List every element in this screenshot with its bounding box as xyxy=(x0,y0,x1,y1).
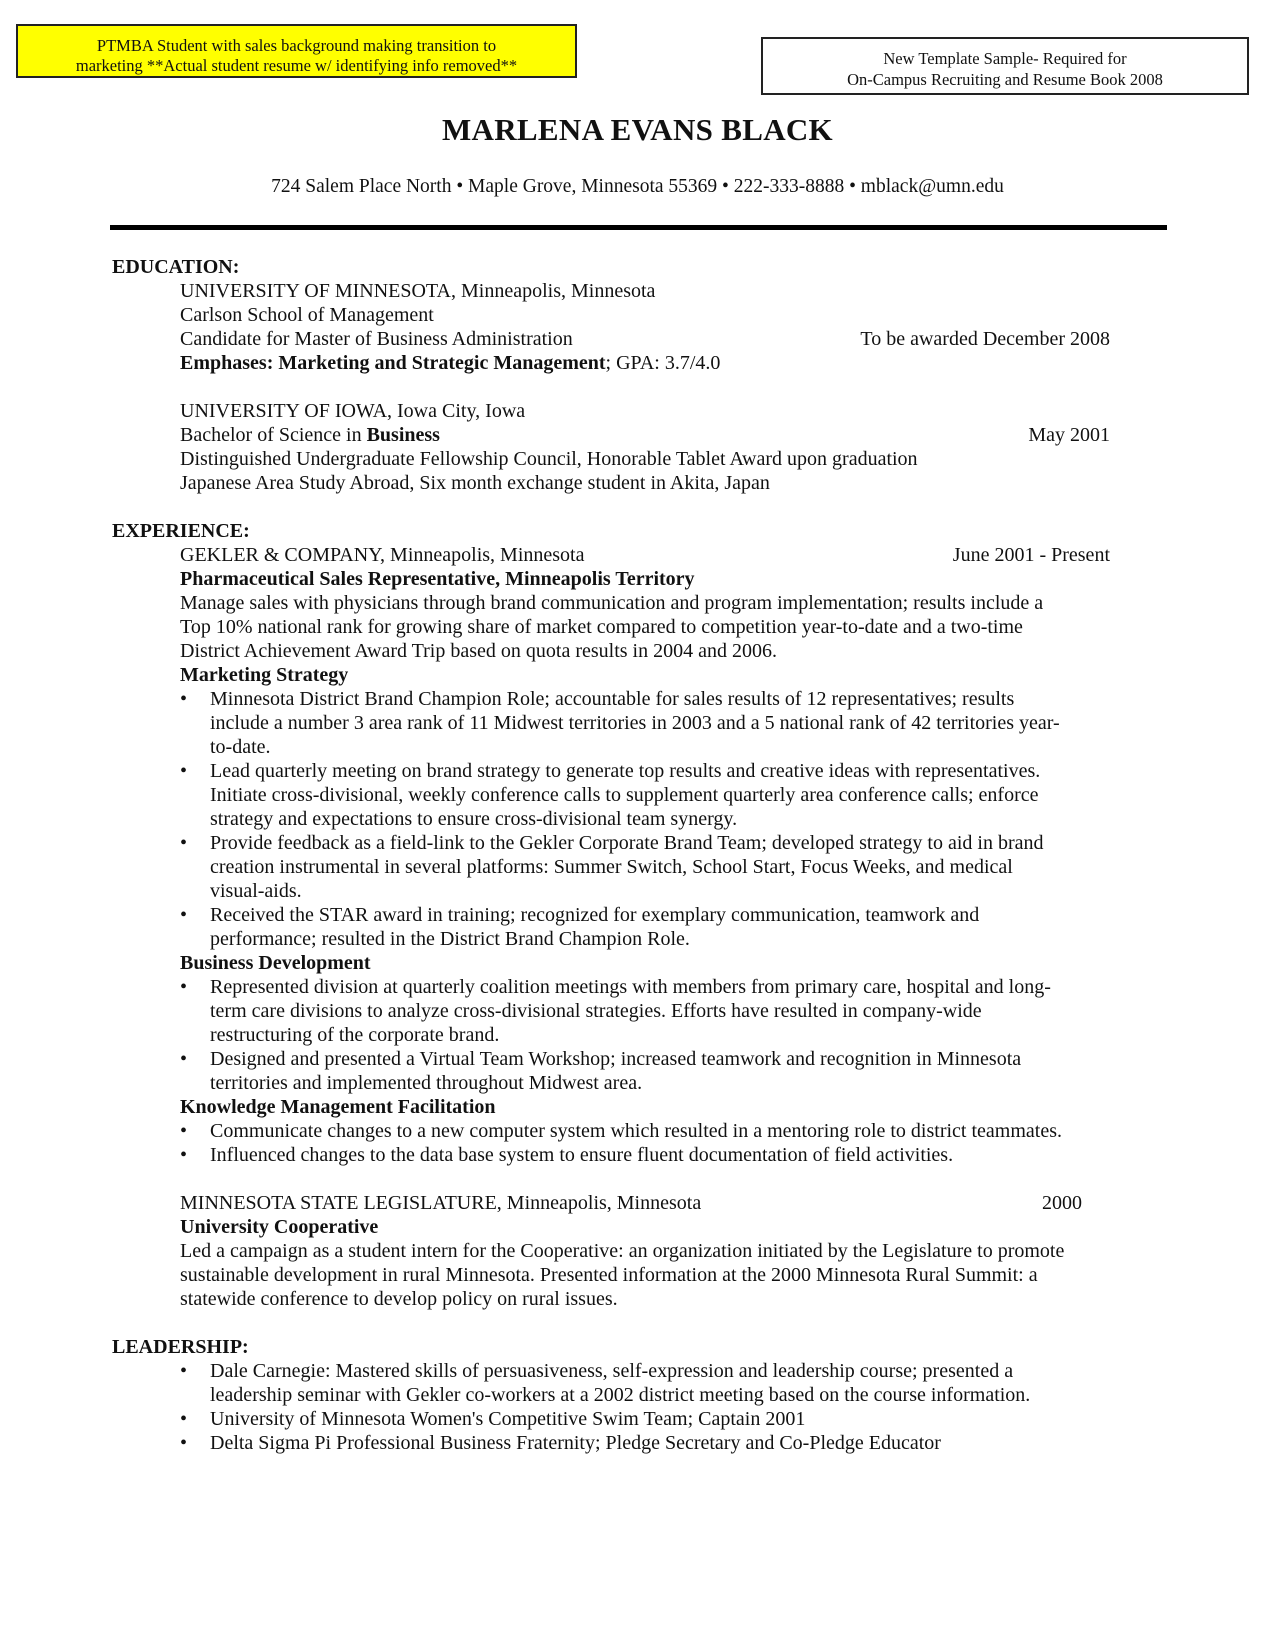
iowa-degree xyxy=(180,423,440,447)
iowa-abroad: Japanese Area Study Abroad, Six month exchange student in Akita, Japan xyxy=(180,472,770,494)
transition-note xyxy=(16,24,577,78)
umn-gpa: ; GPA: 3.7/4.0 xyxy=(605,352,721,374)
bullet-icon: • xyxy=(180,904,188,926)
iowa-honor: Distinguished Undergraduate Fellowship Council, Honorable Tablet Award upon graduation xyxy=(180,448,918,470)
iowa-school: UNIVERSITY OF IOWA, Iowa City, Iowa xyxy=(180,400,526,422)
legislature-date: 2000 xyxy=(1042,1192,1082,1214)
umn-school: UNIVERSITY OF MINNESOTA, Minneapolis, Minnesota xyxy=(180,280,656,302)
bullet-icon: • xyxy=(180,1432,188,1454)
legislature-summary-line: sustainable development in rural Minnesota. Presented information at the 2000 Minnesota Rural Summit: a xyxy=(180,1264,1038,1286)
transition-note-line1: PTMBA Student with sales background making transition to xyxy=(96,36,497,55)
leadership-bullet-1-line: leadership seminar with Gekler co-workers at a 2002 district meeting based on the course information. xyxy=(210,1384,1031,1406)
bullet-icon: • xyxy=(180,1048,188,1070)
contact-info: 724 Salem Place North • Maple Grove, Minnesota 55369 • 222-333-8888 • mblack@umn.edu xyxy=(271,176,1004,197)
gekler-date: June 2001 - Present xyxy=(952,544,1110,566)
bd-bullet-2-line: territories and implemented throughout Midwest area. xyxy=(210,1072,643,1094)
legislature-title: University Cooperative xyxy=(180,1216,379,1238)
bullet-icon: • xyxy=(180,1144,188,1166)
bullet-icon: • xyxy=(180,832,188,854)
umn-date: To be awarded December 2008 xyxy=(860,328,1110,350)
ms-bullet-4-line: performance; resulted in the District Brand Champion Role. xyxy=(210,928,690,950)
umn-emphases-label: Emphases: Marketing and Strategic Management xyxy=(180,352,606,374)
ms-bullet-3-line: creation instrumental in several platforms: Summer Switch, School Start, Focus Weeks, and medical xyxy=(210,856,1013,878)
ms-bullet-1-line: to-date. xyxy=(210,736,271,758)
gekler-summary-line: Manage sales with physicians through brand communication and program implementation; results include a xyxy=(180,592,1044,614)
bullet-icon: • xyxy=(180,1120,188,1142)
leadership-bullet-1-line: Dale Carnegie: Mastered skills of persuasiveness, self-expression and leadership course; presented a xyxy=(210,1360,1014,1382)
legislature-summary-line: Led a campaign as a student intern for the Cooperative: an organization initiated by the Legislature to promote xyxy=(180,1240,1065,1262)
iowa-date: May 2001 xyxy=(1028,424,1110,446)
ms-bullet-3-line: Provide feedback as a field-link to the Gekler Corporate Brand Team; developed strategy to aid in brand xyxy=(210,832,1044,854)
candidate-name: MARLENA EVANS BLACK xyxy=(442,112,833,147)
marketing-strategy-heading: Marketing Strategy xyxy=(180,664,349,686)
transition-note-line2: marketing **Actual student resume w/ identifying info removed** xyxy=(75,56,518,75)
iowa-degree-major: Business xyxy=(366,424,440,446)
km-bullet-2: Influenced changes to the data base system to ensure fluent documentation of field activities. xyxy=(210,1144,954,1166)
ms-bullet-4-line: Received the STAR award in training; recognized for exemplary communication, teamwork and xyxy=(210,904,980,926)
legislature-org: MINNESOTA STATE LEGISLATURE, Minneapolis, Minnesota xyxy=(180,1192,702,1214)
knowledge-management-heading: Knowledge Management Facilitation xyxy=(180,1096,496,1118)
template-note xyxy=(761,37,1249,95)
gekler-title: Pharmaceutical Sales Representative, Minneapolis Territory xyxy=(180,568,695,590)
ms-bullet-2-line: Initiate cross-divisional, weekly conference calls to supplement quarterly area conference calls; enforce xyxy=(210,784,1039,806)
umn-degree: Candidate for Master of Business Administration xyxy=(180,328,573,350)
ms-bullet-1-line: include a number 3 area rank of 11 Midwest territories in 2003 and a 5 national rank of 42 territories year- xyxy=(210,712,1060,734)
ms-bullet-1-line: Minnesota District Brand Champion Role; accountable for sales results of 12 representatives; results xyxy=(210,688,1015,710)
legislature-summary-line: statewide conference to develop policy on rural issues. xyxy=(180,1288,618,1310)
bd-bullet-1-line: term care divisions to analyze cross-divisional strategies. Efforts have resulted in company-wide xyxy=(210,1000,982,1022)
bullet-icon: • xyxy=(180,688,188,710)
template-note-line2: On-Campus Recruiting and Resume Book 2008 xyxy=(847,70,1163,89)
leadership-bullet-3: Delta Sigma Pi Professional Business Fraternity; Pledge Secretary and Co-Pledge Educator xyxy=(210,1432,941,1454)
umn-emphases xyxy=(180,351,720,375)
business-development-heading: Business Development xyxy=(180,952,371,974)
bd-bullet-1-line: Represented division at quarterly coalition meetings with members from primary care, hospital and long- xyxy=(210,976,1051,998)
template-note-line1: New Template Sample- Required for xyxy=(883,49,1127,68)
ms-bullet-2-line: strategy and expectations to ensure cross-divisional team synergy. xyxy=(210,808,738,830)
gekler-summary-line: Top 10% national rank for growing share of market compared to competition year-to-date and a two-time xyxy=(180,616,1023,638)
gekler-company: GEKLER & COMPANY, Minneapolis, Minnesota xyxy=(180,544,585,566)
ms-bullet-2-line: Lead quarterly meeting on brand strategy to generate top results and creative ideas with representatives. xyxy=(210,760,1041,782)
education-heading: EDUCATION: xyxy=(112,256,240,278)
bullet-icon: • xyxy=(180,976,188,998)
leadership-bullet-2: University of Minnesota Women's Competitive Swim Team; Captain 2001 xyxy=(210,1408,806,1430)
header-divider xyxy=(110,225,1167,230)
bd-bullet-2-line: Designed and presented a Virtual Team Workshop; increased teamwork and recognition in Minnesota xyxy=(210,1048,1022,1070)
ms-bullet-3-line: visual-aids. xyxy=(210,880,302,902)
iowa-degree-prefix: Bachelor of Science in xyxy=(180,424,367,446)
gekler-summary-line: District Achievement Award Trip based on quota results in 2004 and 2006. xyxy=(180,640,777,662)
bullet-icon: • xyxy=(180,1360,188,1382)
umn-college: Carlson School of Management xyxy=(180,304,434,326)
bullet-icon: • xyxy=(180,760,188,782)
bullet-icon: • xyxy=(180,1408,188,1430)
km-bullet-1: Communicate changes to a new computer system which resulted in a mentoring role to district teammates. xyxy=(210,1120,1062,1142)
experience-heading: EXPERIENCE: xyxy=(112,520,250,542)
leadership-heading: LEADERSHIP: xyxy=(112,1336,249,1358)
bd-bullet-1-line: restructuring of the corporate brand. xyxy=(210,1024,500,1046)
